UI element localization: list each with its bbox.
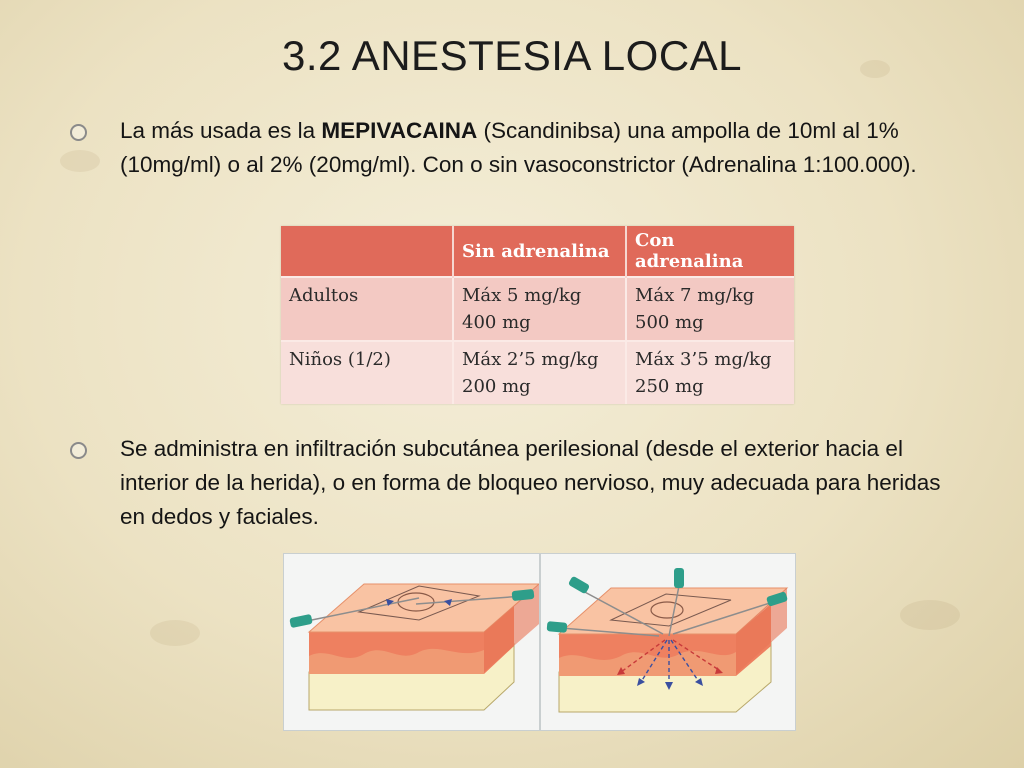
cell-adultos-con (626, 277, 794, 341)
texture-speck (150, 620, 200, 646)
texture-speck (900, 600, 960, 630)
syringe-icon (289, 614, 313, 628)
cell-line: 250 mg (635, 376, 704, 397)
cell-line: Máx 3’5 mg/kg (635, 349, 772, 370)
bullet1-pre: La más usada es la (120, 118, 322, 143)
bullet1-post: (Scandinibsa) una ampolla de 10ml al 1% (10mg/ml) o al 2% (20mg/ml). Con o sin vasoconstrictor (Adrenalina 1:100.000). (120, 118, 917, 177)
table-header-con-adrenalina: Con adrenalina (626, 226, 794, 277)
cell-line: Máx 2’5 mg/kg (462, 349, 599, 370)
bullet1-drug-name: MEPIVACAINA (321, 118, 478, 143)
slide-title: 3.2 ANESTESIA LOCAL (281, 32, 743, 79)
row-label-adultos: Adultos (281, 277, 453, 341)
infiltration-figure-left (283, 553, 540, 731)
cell-ninos-sin (453, 341, 626, 404)
skin-block-diagram-multi (541, 554, 795, 730)
table-header-sin-adrenalina: Sin adrenalina (453, 226, 626, 277)
cell-adultos-sin (453, 277, 626, 341)
cell-line: 200 mg (462, 376, 531, 397)
bullet-ring-icon (70, 442, 87, 459)
syringe-icon (674, 568, 684, 588)
table-row (281, 341, 794, 404)
table-header-blank (281, 226, 453, 277)
bullet-administracion: Se administra en infiltración subcutánea perilesional (desde el exterior hacia el interior de la herida), o en forma de bloqueo nervioso, muy adecuada para heridas en dedos y faciales. (120, 436, 941, 529)
cell-line: Máx 5 mg/kg (462, 285, 582, 306)
table-row (281, 277, 794, 341)
bullet-mepivacaina (120, 114, 960, 182)
infiltration-figure-right (540, 553, 796, 731)
texture-speck (60, 150, 100, 172)
cell-ninos-con (626, 341, 794, 404)
syringe-icon (547, 621, 568, 633)
table-header-row (281, 226, 794, 277)
skin-block-diagram (284, 554, 539, 730)
cell-line: 400 mg (462, 312, 531, 333)
cell-line: Máx 7 mg/kg (635, 285, 755, 306)
dosage-table (281, 226, 794, 404)
row-label-ninos: Niños (1/2) (281, 341, 453, 404)
cell-line: 500 mg (635, 312, 704, 333)
syringe-icon (568, 576, 590, 595)
bullet-ring-icon (70, 124, 87, 141)
